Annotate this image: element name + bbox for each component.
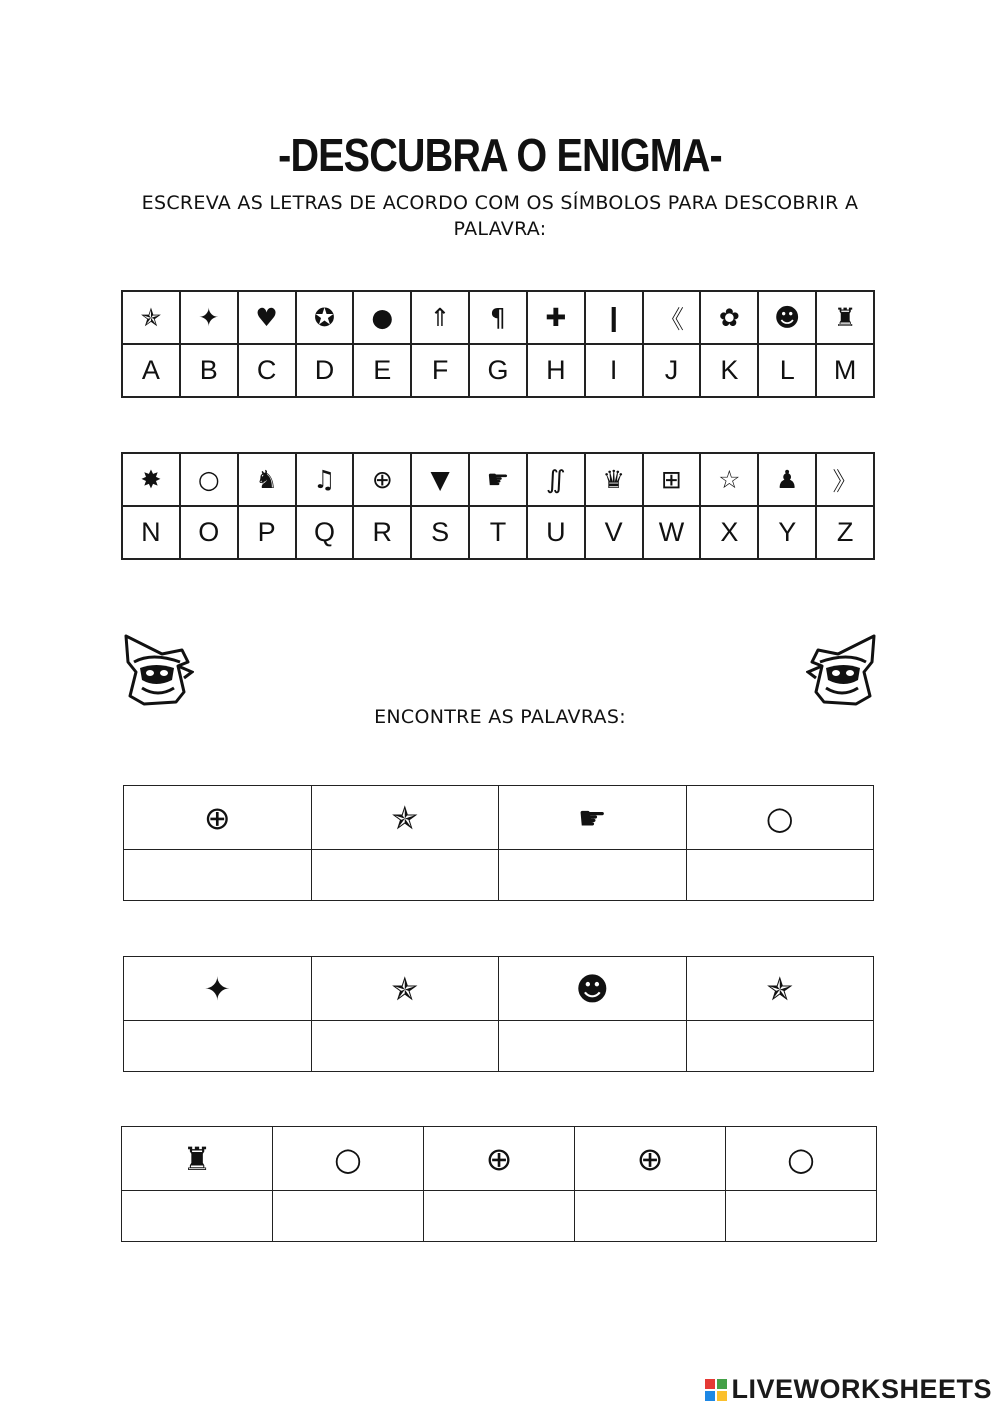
key-letter: K (700, 344, 758, 397)
word-puzzle-1 (123, 785, 874, 901)
key-letter: W (643, 506, 701, 559)
key-symbol: ¶ (469, 291, 527, 344)
puzzle-symbol: ⊕ (575, 1127, 726, 1191)
instructions: ESCREVA AS LETRAS DE ACORDO COM OS SÍMBOLOS PARA DESCOBRIR A PALAVRA: (141, 192, 859, 240)
key-letter: M (816, 344, 874, 397)
logo-square (717, 1379, 727, 1389)
cipher-key-table-2 (121, 452, 875, 560)
key-letter: Q (296, 506, 354, 559)
puzzle-symbol: ○ (686, 786, 874, 850)
puzzle-symbol: ○ (726, 1127, 877, 1191)
key-letter: F (411, 344, 469, 397)
key-letter: L (758, 344, 816, 397)
key-symbol: ♞ (238, 453, 296, 506)
key-letter: T (469, 506, 527, 559)
answer-cell[interactable] (273, 1191, 424, 1242)
key-letter: Z (816, 506, 874, 559)
key-symbol: ✚ (527, 291, 585, 344)
key-symbol: ⊕ (353, 453, 411, 506)
page-title: -DESCUBRA O ENIGMA- (278, 129, 722, 181)
key-symbol: ♜ (816, 291, 874, 344)
key-letter: Y (758, 506, 816, 559)
answer-cell[interactable] (686, 1021, 874, 1072)
answer-cell[interactable] (122, 1191, 273, 1242)
word-puzzle-3 (121, 1126, 877, 1242)
wizard-illustration-left (122, 632, 194, 706)
key-letter: P (238, 506, 296, 559)
key-letter: X (700, 506, 758, 559)
answer-cell[interactable] (726, 1191, 877, 1242)
word-puzzle-2 (123, 956, 874, 1072)
key-letter: H (527, 344, 585, 397)
key-letter: J (643, 344, 701, 397)
key-letter: G (469, 344, 527, 397)
key-symbol: ✸ (122, 453, 180, 506)
key-symbol: ♛ (585, 453, 643, 506)
key-letter: B (180, 344, 238, 397)
answer-cell[interactable] (124, 1021, 312, 1072)
answer-cell[interactable] (311, 1021, 499, 1072)
key-letter: E (353, 344, 411, 397)
answer-cell[interactable] (424, 1191, 575, 1242)
liveworksheets-logo-icon (705, 1379, 727, 1401)
key-letter: D (296, 344, 354, 397)
logo-square (705, 1379, 715, 1389)
key-symbol: ∬ (527, 453, 585, 506)
key-symbol: ⇑ (411, 291, 469, 344)
key-symbol: 》 (816, 453, 874, 506)
answer-cell[interactable] (499, 850, 687, 901)
puzzle-symbol: ⊕ (424, 1127, 575, 1191)
key-symbol: ♥ (238, 291, 296, 344)
key-symbol: ☆ (700, 453, 758, 506)
puzzle-symbol: ○ (273, 1127, 424, 1191)
puzzle-symbol: ✯ (311, 786, 499, 850)
key-symbol: ☛ (469, 453, 527, 506)
puzzle-symbol: ⊕ (124, 786, 312, 850)
key-letter: O (180, 506, 238, 559)
brand-name: LIVEWORKSHEETS (731, 1374, 992, 1404)
puzzle-symbol: ☛ (499, 786, 687, 850)
logo-square (717, 1391, 727, 1401)
key-symbol: ♟ (758, 453, 816, 506)
key-letter: I (585, 344, 643, 397)
key-letter: R (353, 506, 411, 559)
puzzle-symbol: ♜ (122, 1127, 273, 1191)
key-symbol: ⊞ (643, 453, 701, 506)
logo-square (705, 1391, 715, 1401)
key-symbol: ✯ (122, 291, 180, 344)
wizard-illustration-right (806, 632, 878, 706)
liveworksheets-brand[interactable] (705, 1374, 992, 1405)
key-symbol: ▼ (411, 453, 469, 506)
key-symbol: ❙ (585, 291, 643, 344)
key-letter: A (122, 344, 180, 397)
key-symbol: ♫ (296, 453, 354, 506)
puzzle-symbol: ✦ (124, 957, 312, 1021)
key-letter: S (411, 506, 469, 559)
answer-cell[interactable] (686, 850, 874, 901)
cipher-key-table-1 (121, 290, 875, 398)
key-symbol: ✪ (296, 291, 354, 344)
puzzle-symbol: ✯ (311, 957, 499, 1021)
puzzle-symbol: ☻ (499, 957, 687, 1021)
key-letter: V (585, 506, 643, 559)
puzzle-symbol: ✯ (686, 957, 874, 1021)
key-symbol: ○ (180, 453, 238, 506)
answer-cell[interactable] (311, 850, 499, 901)
key-letter: C (238, 344, 296, 397)
answer-cell[interactable] (124, 850, 312, 901)
key-symbol: ● (353, 291, 411, 344)
key-letter: N (122, 506, 180, 559)
key-symbol: ✦ (180, 291, 238, 344)
answer-cell[interactable] (575, 1191, 726, 1242)
find-words-label: ENCONTRE AS PALAVRAS: (374, 706, 626, 728)
answer-cell[interactable] (499, 1021, 687, 1072)
key-symbol: ✿ (700, 291, 758, 344)
key-symbol: ☻ (758, 291, 816, 344)
key-letter: U (527, 506, 585, 559)
key-symbol: 《 (643, 291, 701, 344)
